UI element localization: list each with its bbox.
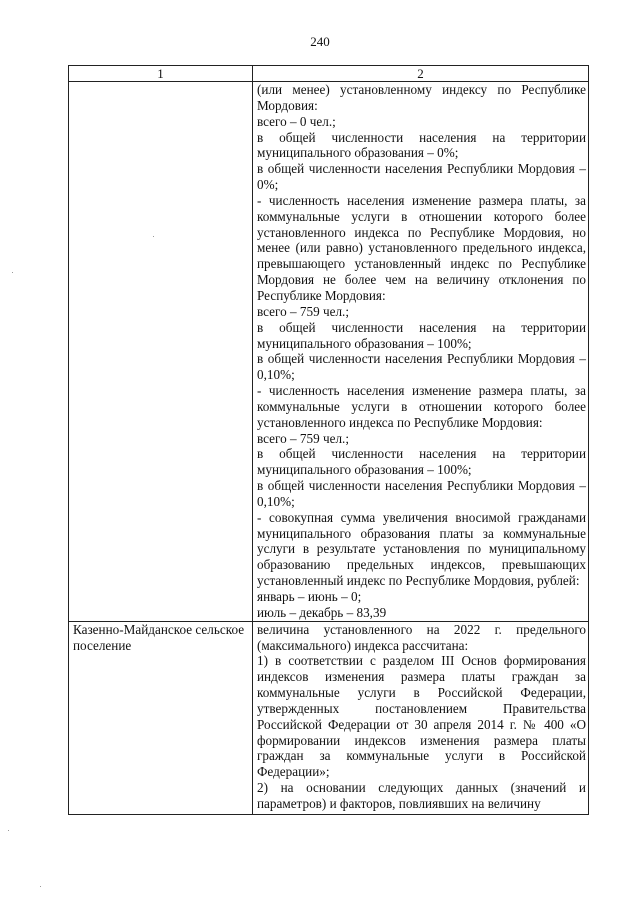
indicator-cell — [253, 82, 589, 622]
column-header-2: 2 — [253, 66, 589, 82]
text-paragraph: 1) в соответствии с разделом III Основ формирования индексов изменения размера платы граждан за коммунальные услуги в Российской Федерации, утвержденных постановлением Правительства Российской Федерации от 30 апреля 2014 г. № 400 «О формировании индексов изменения размера платы граждан за коммунальные услуги в Российской Федерации»; — [257, 653, 586, 780]
text-paragraph: - численность населения изменение размера платы, за коммунальные услуги в отношении которого более установленного индекса по Республике Мордовия: — [257, 383, 586, 430]
table-header-row — [69, 66, 589, 82]
text-paragraph: в общей численности населения на территории муниципального образования – 100%; — [257, 446, 586, 478]
text-paragraph: январь – июнь – 0; — [257, 589, 362, 604]
text-paragraph: в общей численности населения Республики Мордовия – 0%; — [257, 161, 586, 193]
text-paragraph: - численность населения изменение размера платы, за коммунальные услуги в отношении которого более установленного индекса по Республике Мордовия, но менее (или равно) установленного предельного индекса, превышающего установленный индекс по Республике Мордовия не более чем на величину отклонения по Республике Мордовия: — [257, 192, 586, 303]
table-row — [69, 82, 589, 622]
municipality-cell: Казенно-Майданское сельское поселение — [69, 621, 253, 814]
text-paragraph: всего – 0 чел.; — [257, 113, 336, 129]
municipality-cell — [69, 82, 253, 622]
page-number: 240 — [310, 34, 330, 49]
text-paragraph: 2) на основании следующих данных (значений и параметров) и факторов, повлиявших на величину — [257, 780, 586, 811]
scan-speck — [153, 236, 154, 237]
text-paragraph: величина установленного на 2022 г. предельного (максимального) индекса рассчитана: — [257, 621, 586, 653]
text-paragraph: в общей численности населения Республики Мордовия – 0,10%; — [257, 478, 586, 509]
indicator-cell — [253, 621, 589, 814]
text-paragraph: в общей численности населения Республики Мордовия – 0,10%; — [257, 351, 586, 383]
text-paragraph: - совокупная сумма увеличения вносимой гражданами муниципального образования платы за коммунальные услуги в результате установления по муниципальному образованию предельных индексов, превышающих установленный индекс по Республике Мордовия, рублей: — [257, 509, 586, 589]
table-row — [69, 621, 589, 814]
text-paragraph: всего – 759 чел.; — [257, 303, 349, 319]
scan-speck — [8, 830, 9, 831]
text-paragraph: июль – декабрь – 83,39 — [257, 604, 387, 620]
document-table — [68, 65, 589, 815]
text-paragraph: в общей численности населения на территории муниципального образования – 0%; — [257, 129, 586, 161]
text-paragraph: (или менее) установленному индексу по Республике Мордовия: — [257, 82, 586, 113]
text-paragraph: всего – 759 чел.; — [257, 430, 349, 446]
scan-speck — [40, 886, 41, 887]
column-header-1: 1 — [69, 66, 253, 82]
text-paragraph: в общей численности населения на территории муниципального образования – 100%; — [257, 319, 586, 351]
scan-speck — [12, 272, 13, 273]
